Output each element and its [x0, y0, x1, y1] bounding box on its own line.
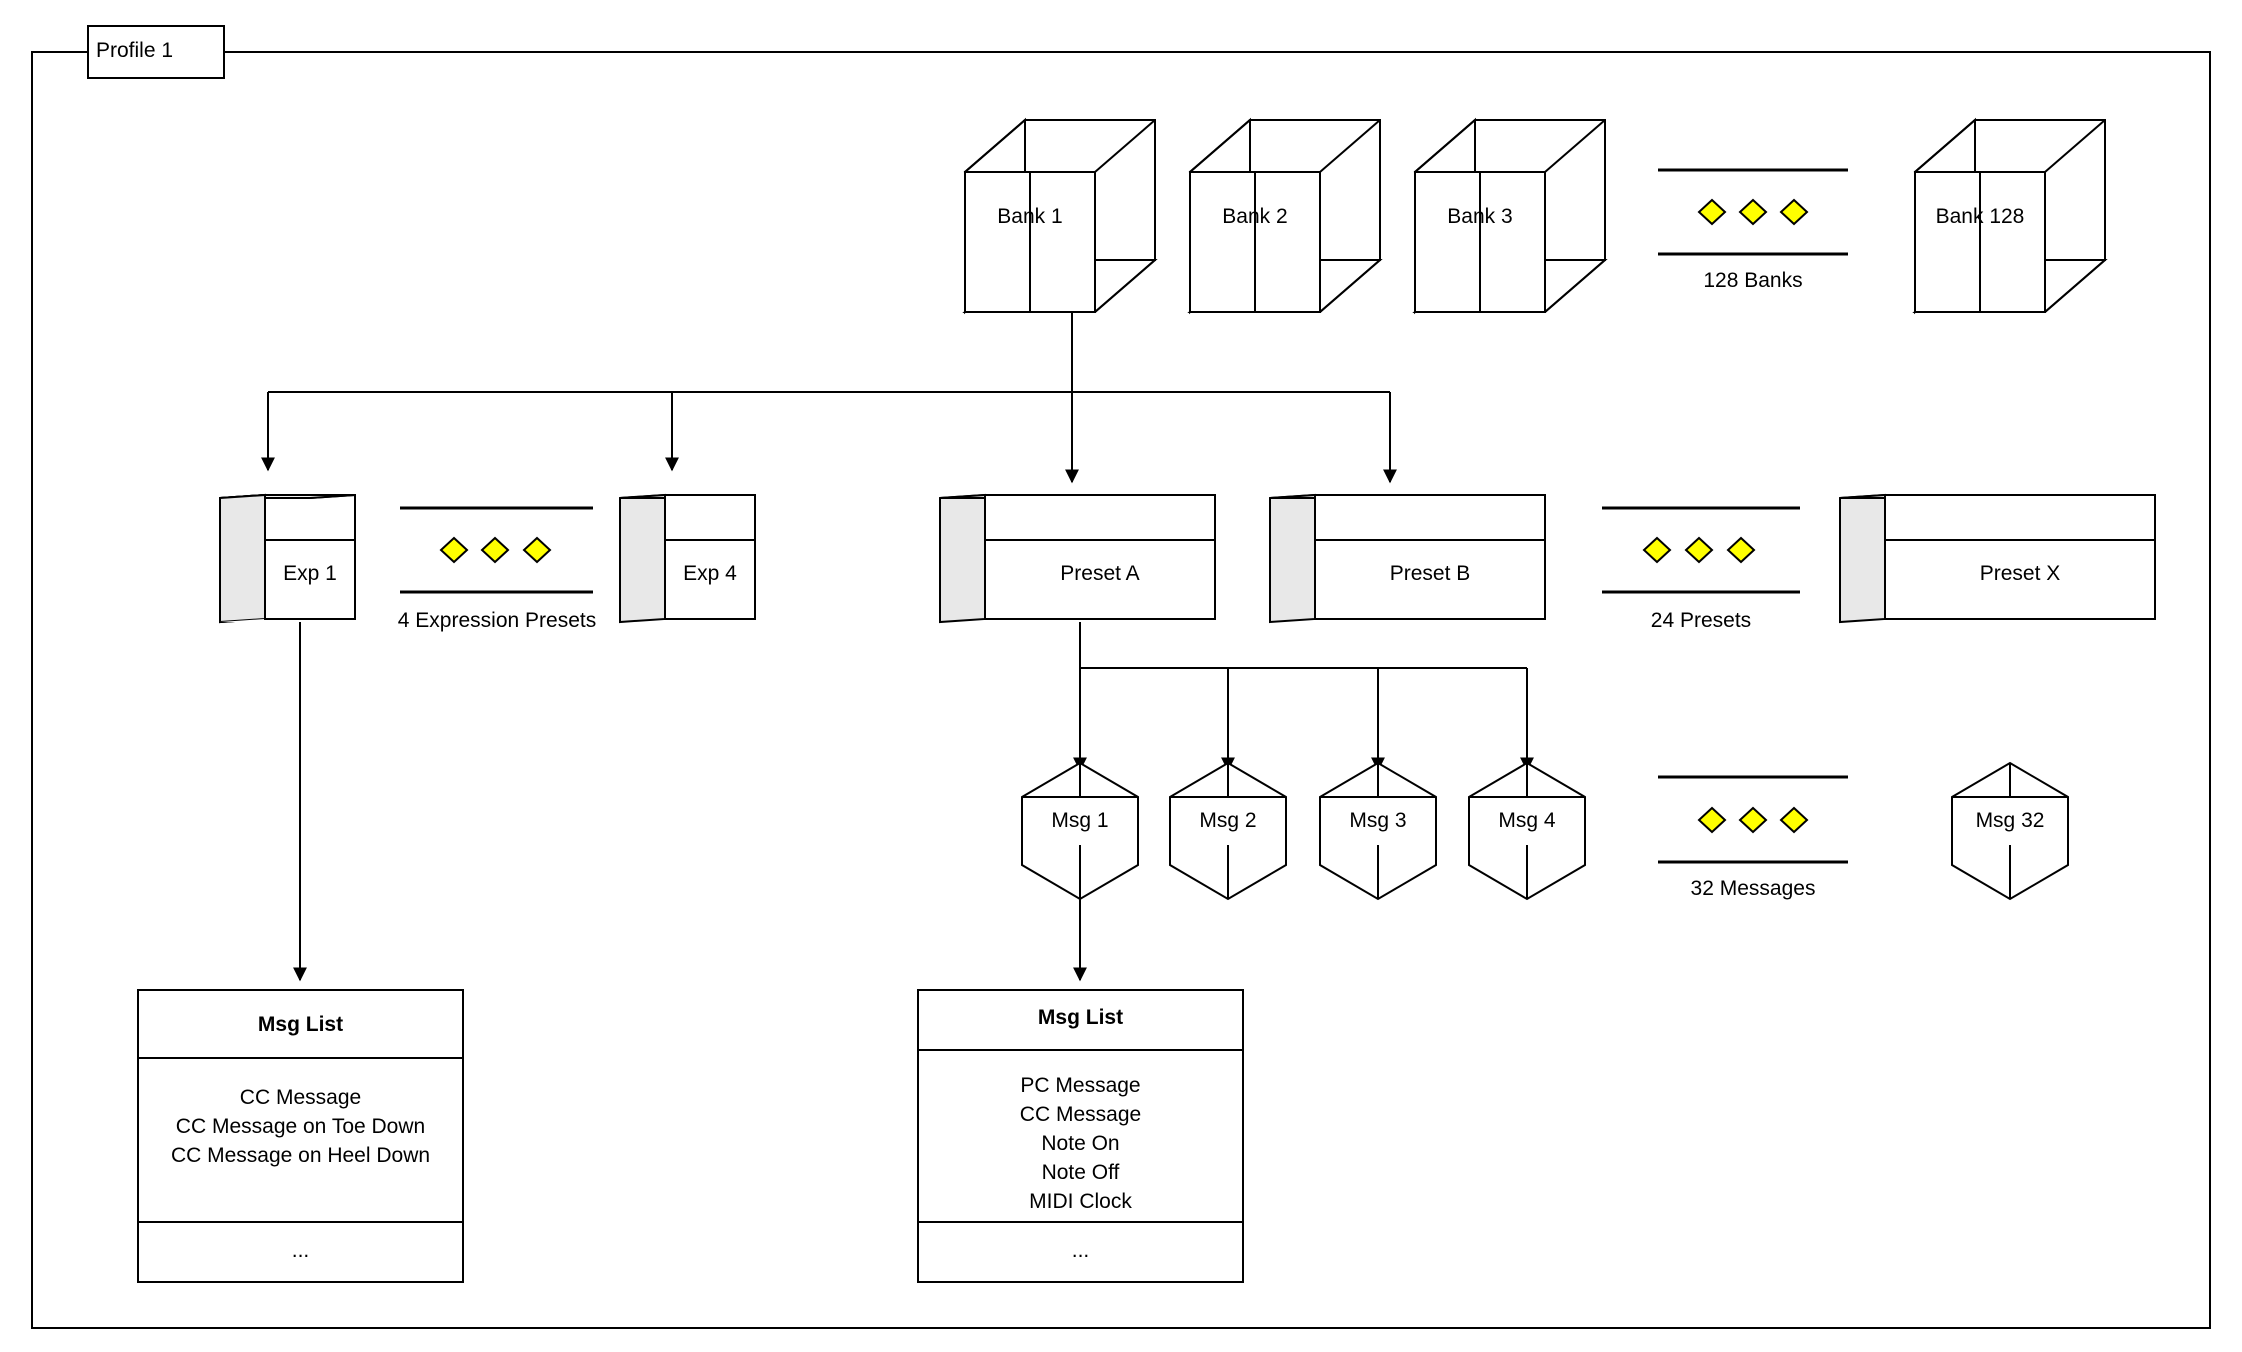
exp-4-label: Exp 4	[683, 562, 737, 585]
box-preset-x	[1840, 495, 2155, 622]
exp-1-label: Exp 1	[283, 562, 337, 585]
ellipsis-diamond-icon	[1699, 200, 1807, 224]
connector-bank1-to-children	[268, 312, 1390, 482]
profile-title: Profile 1	[96, 39, 174, 62]
banks-ellipsis	[1658, 170, 1848, 254]
preset-x-label: Preset X	[1979, 562, 2061, 585]
expressions-ellipsis-caption: 4 Expression Presets	[397, 609, 597, 632]
presets-ellipsis	[1602, 508, 1800, 592]
messages-ellipsis	[1658, 777, 1848, 862]
preset-msg-list-item-0: PC Message	[1020, 1074, 1141, 1097]
msg-32-label: Msg 32	[1975, 809, 2045, 832]
preset-b-label: Preset B	[1389, 562, 1471, 585]
preset-msg-list-item-3: Note Off	[1041, 1161, 1120, 1184]
exp-msg-list-header: Msg List	[257, 1013, 344, 1036]
preset-msg-list-item-4: MIDI Clock	[1029, 1190, 1132, 1213]
ellipsis-diamond-icon	[1699, 808, 1807, 832]
presets-ellipsis-caption: 24 Presets	[1650, 609, 1752, 632]
ellipsis-diamond-icon	[441, 538, 550, 562]
bank-128-label: Bank 128	[1935, 205, 2025, 228]
preset-msg-list-item-1: CC Message	[1019, 1103, 1142, 1126]
box-exp-1	[220, 495, 355, 622]
exp-msg-list-item-0: CC Message	[239, 1086, 362, 1109]
box-exp-4	[620, 495, 755, 622]
msg-3-label: Msg 3	[1349, 809, 1407, 832]
messages-ellipsis-caption: 32 Messages	[1690, 877, 1816, 900]
connector-preseta-to-messages	[1080, 622, 1527, 770]
bank-1-label: Bank 1	[997, 205, 1063, 228]
exp-msg-list-more: ...	[291, 1239, 310, 1262]
bank-2-label: Bank 2	[1222, 205, 1288, 228]
preset-msg-list-item-2: Note On	[1041, 1132, 1120, 1155]
preset-a-label: Preset A	[1060, 562, 1140, 585]
preset-msg-list-header: Msg List	[1037, 1006, 1124, 1029]
banks-ellipsis-caption: 128 Banks	[1703, 269, 1803, 292]
exp-msg-list-item-2: CC Message on Heel Down	[170, 1144, 431, 1167]
exp-msg-list-item-1: CC Message on Toe Down	[175, 1115, 426, 1138]
bank-3-label: Bank 3	[1447, 205, 1513, 228]
box-preset-b	[1270, 495, 1545, 622]
expressions-ellipsis	[400, 508, 593, 592]
box-preset-a	[940, 495, 1215, 622]
msg-1-label: Msg 1	[1051, 809, 1109, 832]
msg-4-label: Msg 4	[1498, 809, 1556, 832]
msg-2-label: Msg 2	[1199, 809, 1257, 832]
preset-msg-list-more: ...	[1071, 1239, 1090, 1262]
ellipsis-diamond-icon	[1644, 538, 1754, 562]
